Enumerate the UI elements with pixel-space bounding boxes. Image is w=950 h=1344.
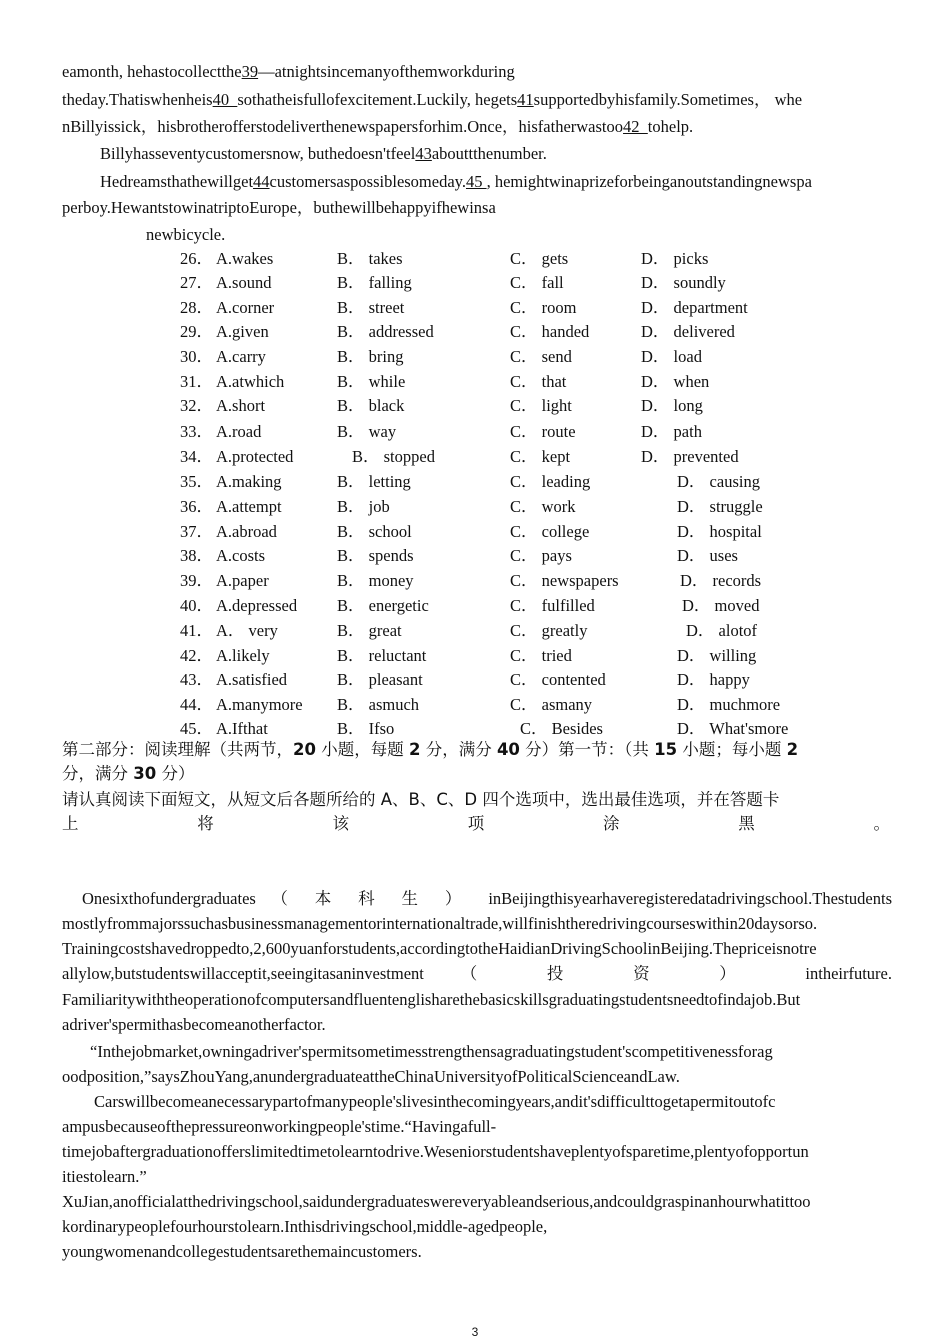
text: tohelp.	[647, 117, 694, 136]
option-b: B． pleasant	[337, 670, 423, 689]
text: 将	[197, 814, 214, 833]
option-row	[0, 394, 950, 418]
question-number: 34．	[180, 447, 213, 466]
text: 分）	[156, 764, 195, 783]
option-b: B． takes	[337, 249, 403, 268]
option-a: A.likely	[216, 646, 270, 665]
option-c: C． greatly	[510, 621, 588, 640]
passage-line: kordinarypeoplefourhourstolearn.Inthisdrivingschool,middle-agedpeople,	[62, 1217, 548, 1236]
option-row	[0, 644, 950, 668]
question-number: 39．	[180, 571, 213, 590]
option-a: A.satisfied	[216, 670, 288, 689]
passage-line: Carswillbecomeanecessarypartofmanypeople'slivesinthecomingyears,andit'sdifficulttogetapermitoutofc	[94, 1092, 776, 1111]
option-c: C． contented	[510, 670, 606, 689]
option-row	[0, 247, 950, 271]
option-row	[0, 420, 950, 444]
option-b: B． way	[337, 422, 397, 441]
text: 40	[496, 740, 520, 759]
passage-line: Familiaritywiththeoperationofcomputersandfluentenglisharethebasicskillsgraduatingstudentsneedtofindajob.But	[62, 990, 801, 1009]
option-d: D． struggle	[677, 497, 763, 516]
option-a: A.corner	[216, 298, 275, 317]
text: 2	[786, 740, 799, 759]
option-a: A.paper	[216, 571, 269, 590]
cloze-line-3	[62, 116, 892, 138]
instructions-cont	[62, 812, 890, 836]
option-b: B． spends	[337, 546, 414, 565]
option-d: D． muchmore	[677, 695, 781, 714]
option-c: C． Besides	[520, 719, 603, 738]
option-row	[0, 495, 950, 519]
text: —atnightsincemanyofthemworkduring	[258, 62, 515, 81]
option-a: A.depressed	[216, 596, 298, 615]
option-d: D． long	[641, 396, 703, 415]
cloze-line-7	[146, 224, 950, 246]
option-b: B． Ifso	[337, 719, 395, 738]
option-c: C． tried	[510, 646, 572, 665]
option-d: D． department	[641, 298, 748, 317]
option-a: A.making	[216, 472, 282, 491]
cloze-line-5	[100, 171, 930, 193]
option-c: C． leading	[510, 472, 591, 491]
option-a: A.road	[216, 422, 262, 441]
text: 上	[62, 814, 79, 833]
option-d: D． when	[641, 372, 710, 391]
option-row	[0, 594, 950, 618]
option-d: D． prevented	[641, 447, 739, 466]
text: 涂	[603, 814, 620, 833]
option-d: D． path	[641, 422, 702, 441]
question-number: 40．	[180, 596, 213, 615]
option-b: B． stopped	[352, 447, 435, 466]
option-c: C． route	[510, 422, 576, 441]
passage-line: Onesixthofundergraduates （ 本 科 生 ） inBeijingthisyearhaveregisteredatadrivingschool.Thestudents	[82, 889, 892, 908]
passage-line: “Inthejobmarket,owningadriver'spermitsometimesstrengthensagraduatingstudent'scompetitivenessforag	[90, 1042, 773, 1061]
text: supportedbyhisfamily.Sometimes， whe	[533, 90, 803, 109]
option-row	[0, 619, 950, 643]
option-row	[0, 370, 950, 394]
text: 分）第一节：（共	[519, 740, 655, 759]
text: 第二部分：阅读理解（共两节，	[62, 740, 293, 759]
option-a: A.costs	[216, 546, 266, 565]
text: 请认真阅读下面短文，从短文后各题所给的 A、B、C、D 四个选项中，选出最佳选项，并在答题卡	[62, 790, 780, 809]
option-d: D． moved	[682, 596, 760, 615]
option-c: C． send	[510, 347, 572, 366]
option-a: A.abroad	[216, 522, 277, 541]
blank-42: 42	[623, 117, 648, 136]
question-number: 37．	[180, 522, 213, 541]
option-c: C． fulfilled	[510, 596, 595, 615]
question-number: 42．	[180, 646, 213, 665]
text: 2	[408, 740, 421, 759]
cloze-line-2	[62, 89, 892, 111]
option-a: A.attempt	[216, 497, 282, 516]
text: 该	[332, 814, 349, 833]
blank-45: 45	[465, 172, 487, 191]
option-b: B． money	[337, 571, 414, 590]
option-b: B． reluctant	[337, 646, 427, 665]
option-a: A.manymore	[216, 695, 303, 714]
option-c: C． pays	[510, 546, 572, 565]
text: eamonth, hehastocollectthe	[62, 62, 242, 81]
option-b: B． while	[337, 372, 406, 391]
option-b: B． bring	[337, 347, 404, 366]
question-number: 33．	[180, 422, 213, 441]
option-c: C． newspapers	[510, 571, 619, 590]
text: 分，满分	[62, 764, 134, 783]
option-d: D． picks	[641, 249, 709, 268]
text: 20	[293, 740, 316, 759]
blank-44: 44	[253, 172, 270, 191]
option-d: D． uses	[677, 546, 738, 565]
text: 30	[133, 764, 157, 783]
text: nBillyissick，hisbrotherofferstodeliverthenewspapersforhim.Once，hisfatherwastoo	[62, 117, 624, 136]
option-c: C． handed	[510, 322, 590, 341]
option-b: B． job	[337, 497, 390, 516]
question-number: 31．	[180, 372, 213, 391]
text: sothatheisfullofexcitement.Luckily, hegets	[237, 90, 518, 109]
question-number: 32．	[180, 396, 213, 415]
question-number: 43．	[180, 670, 213, 689]
question-number: 28．	[180, 298, 213, 317]
question-number: 27．	[180, 273, 213, 292]
question-number: 38．	[180, 546, 213, 565]
option-b: B． great	[337, 621, 402, 640]
option-row	[0, 668, 950, 692]
cloze-line-1	[62, 61, 892, 83]
passage-line: allylow,butstudentswillacceptit,seeingitasaninvestment （ 投 资 ） intheirfuture.	[62, 964, 892, 983]
option-c: C． that	[510, 372, 567, 391]
option-d: D． records	[680, 571, 762, 590]
option-d: D． alotof	[686, 621, 758, 640]
instructions	[62, 788, 890, 812]
option-c: C． college	[510, 522, 590, 541]
text: , hemightwinaprizeforbeinganoutstandingnewspa	[486, 172, 812, 191]
passage-line: XuJian,anofficialatthedrivingschool,saidundergraduateswereveryableandserious,andcouldgraspinanhourwhatittoo	[62, 1192, 811, 1211]
option-row	[0, 345, 950, 369]
passage-line: itiestolearn.”	[62, 1167, 147, 1186]
text: theday.Thatiswhenheis	[62, 90, 213, 109]
passage-line: ampusbecauseofthepressureonworkingpeople'stime.“Havingafull-	[62, 1117, 497, 1136]
option-a: A.Ifthat	[216, 719, 268, 738]
passage-line: timejobaftergraduationofferslimitedtimetolearntodrive.Weseniorstudentshaveplentyofsparetime,plentyofopportun	[62, 1142, 809, 1161]
option-d: D． causing	[677, 472, 760, 491]
passage-line: Trainingcostshavedroppedto,2,600yuanforstudents,accordingtotheHaidianDrivingSchoolinBeijing.Thepriceisnotre	[62, 939, 817, 958]
option-row	[0, 271, 950, 295]
option-c: C． kept	[510, 447, 571, 466]
option-a: A.short	[216, 396, 266, 415]
question-number: 44．	[180, 695, 213, 714]
blank-39: 39	[241, 62, 259, 81]
text: 小题，每题	[315, 740, 409, 759]
option-a: A.sound	[216, 273, 272, 292]
option-b: B． school	[337, 522, 412, 541]
passage-line: oodposition,”saysZhouYang,anundergraduateattheChinaUniversityofPoliticalScienceandLaw.	[62, 1067, 680, 1086]
option-d: D． load	[641, 347, 702, 366]
option-row	[0, 569, 950, 593]
option-a: A.atwhich	[216, 372, 285, 391]
passage-line: mostlyfrommajorssuchasbusinessmanagementorinternationaltrade,willfinishtheredrivingcourseswithin20daysorso.	[62, 914, 818, 933]
question-number: 45．	[180, 719, 213, 738]
question-number: 26．	[180, 249, 213, 268]
text: perboy.HewantstowinatriptoEurope，buthewillbehappyifhewinsa	[62, 198, 496, 217]
option-d: D． willing	[677, 646, 757, 665]
blank-40: 40	[212, 90, 238, 109]
text: 。	[873, 814, 890, 833]
option-b: B． asmuch	[337, 695, 420, 714]
option-row	[0, 520, 950, 544]
option-a: A.carry	[216, 347, 266, 366]
cloze-line-4	[100, 143, 930, 165]
text: Billyhasseventycustomersnow, buthedoesn'tfeel	[100, 144, 416, 163]
question-number: 41．	[180, 621, 213, 640]
option-c: C． asmany	[510, 695, 593, 714]
passage-line: youngwomenandcollegestudentsarethemaincustomers.	[62, 1242, 422, 1261]
text: customersaspossiblesomeday.	[269, 172, 466, 191]
option-b: B． black	[337, 396, 405, 415]
cloze-line-6	[62, 197, 892, 219]
option-b: B． letting	[337, 472, 411, 491]
option-c: C． gets	[510, 249, 569, 268]
blank-41: 41	[517, 90, 534, 109]
option-a: A.protected	[216, 447, 294, 466]
section-header	[62, 738, 890, 762]
option-row	[0, 296, 950, 320]
option-b: B． addressed	[337, 322, 434, 341]
option-row	[0, 693, 950, 717]
option-c: C． light	[510, 396, 572, 415]
option-row	[0, 544, 950, 568]
page-number: 3	[471, 1325, 479, 1339]
option-d: D． What'smore	[677, 719, 789, 738]
option-row	[0, 470, 950, 494]
option-d: D． delivered	[641, 322, 735, 341]
text: newbicycle.	[146, 225, 226, 244]
passage-line: adriver'spermithasbecomeanotherfactor.	[62, 1015, 326, 1034]
text: 黑	[738, 814, 755, 833]
option-a: A.given	[216, 322, 269, 341]
option-row	[0, 320, 950, 344]
option-a: A． very	[216, 621, 278, 640]
option-b: B． street	[337, 298, 405, 317]
text: 15	[654, 740, 678, 759]
option-d: D． happy	[677, 670, 750, 689]
question-number: 30．	[180, 347, 213, 366]
text: 分，满分	[420, 740, 497, 759]
option-d: D． soundly	[641, 273, 726, 292]
text: 项	[467, 814, 485, 833]
text: Hedreamsthathewillget	[100, 172, 254, 191]
text: 小题；每小题	[677, 740, 787, 759]
option-c: C． fall	[510, 273, 564, 292]
option-a: A.wakes	[216, 249, 274, 268]
blank-43: 43	[415, 144, 432, 163]
question-number: 29．	[180, 322, 213, 341]
text: abouttthenumber.	[431, 144, 547, 163]
question-number: 36．	[180, 497, 213, 516]
option-c: C． work	[510, 497, 576, 516]
option-b: B． energetic	[337, 596, 429, 615]
option-b: B． falling	[337, 273, 412, 292]
section-header-cont	[62, 762, 890, 786]
option-d: D． hospital	[677, 522, 762, 541]
question-number: 35．	[180, 472, 213, 491]
option-c: C． room	[510, 298, 577, 317]
option-row	[0, 445, 950, 469]
